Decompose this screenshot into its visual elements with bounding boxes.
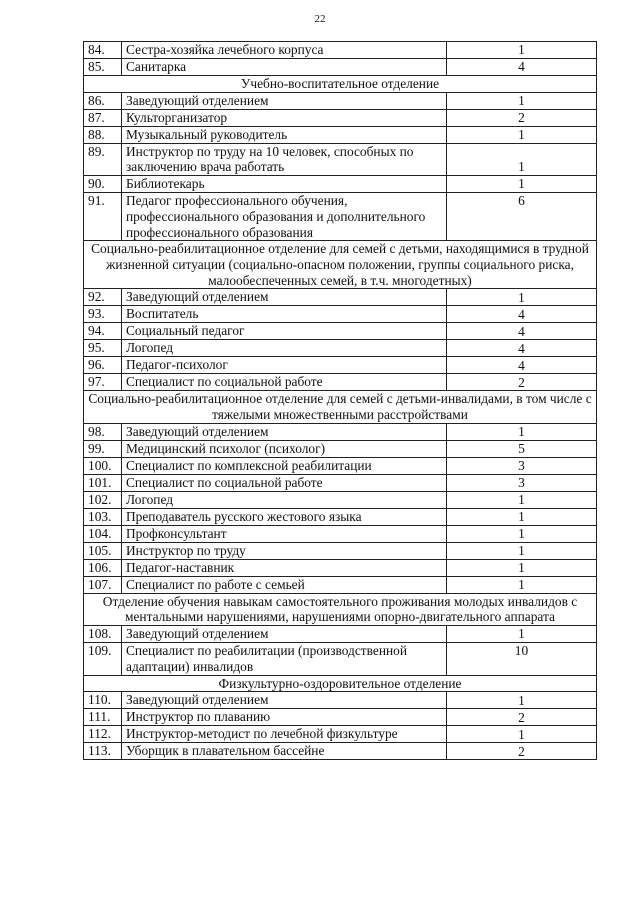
row-number: 106. <box>84 559 122 576</box>
position-name: Заведующий отделением <box>122 289 447 306</box>
staff-count: 4 <box>447 59 597 76</box>
position-name: Воспитатель <box>122 306 447 323</box>
table-row <box>84 525 597 542</box>
table-row <box>84 374 597 391</box>
table-row <box>84 559 597 576</box>
position-name: Заведующий отделением <box>122 92 447 109</box>
position-name: Музыкальный руководитель <box>122 126 447 143</box>
section-title: Социально-реабилитационное отделение для семей с детьми, находящимися в трудной жизненной ситуации (социально-опасном положении, группы социального риска, малообеспеченных семей, в т.ч. многодетных) <box>84 241 597 289</box>
table-row <box>84 542 597 559</box>
staff-count: 1 <box>447 542 597 559</box>
row-number: 107. <box>84 576 122 593</box>
table-row <box>84 357 597 374</box>
staff-count: 2 <box>447 709 597 726</box>
row-number: 92. <box>84 289 122 306</box>
staff-count: 10 <box>447 643 597 675</box>
position-name: Сестра-хозяйка лечебного корпуса <box>122 42 447 59</box>
position-name: Логопед <box>122 340 447 357</box>
staff-count: 2 <box>447 374 597 391</box>
position-name: Инструктор-методист по лечебной физкультуре <box>122 726 447 743</box>
table-row <box>84 42 597 59</box>
position-name: Преподаватель русского жестового языка <box>122 508 447 525</box>
staff-count: 1 <box>447 508 597 525</box>
staff-count: 2 <box>447 743 597 760</box>
staff-count: 1 <box>447 559 597 576</box>
position-name: Специалист по работе с семьей <box>122 576 447 593</box>
table-row <box>84 143 597 175</box>
page-number: 22 <box>314 13 326 25</box>
row-number: 87. <box>84 109 122 126</box>
row-number: 96. <box>84 357 122 374</box>
table-row <box>84 306 597 323</box>
table-row <box>84 340 597 357</box>
table-row <box>84 289 597 306</box>
table-row <box>84 726 597 743</box>
staff-count: 1 <box>447 525 597 542</box>
section-title: Физкультурно-оздоровительное отделение <box>84 675 597 692</box>
position-name: Медицинский психолог (психолог) <box>122 440 447 457</box>
row-number: 112. <box>84 726 122 743</box>
row-number: 101. <box>84 474 122 491</box>
section-header-row <box>84 76 597 93</box>
row-number: 95. <box>84 340 122 357</box>
staff-count: 4 <box>447 306 597 323</box>
staff-count: 1 <box>447 289 597 306</box>
row-number: 89. <box>84 143 122 175</box>
table-row <box>84 692 597 709</box>
position-name: Педагог-наставник <box>122 559 447 576</box>
staff-count: 2 <box>447 109 597 126</box>
table-row <box>84 743 597 760</box>
row-number: 85. <box>84 59 122 76</box>
staff-count: 1 <box>447 126 597 143</box>
row-number: 94. <box>84 323 122 340</box>
position-name: Инструктор по труду <box>122 542 447 559</box>
staff-table <box>83 41 597 760</box>
staff-count: 1 <box>447 576 597 593</box>
row-number: 91. <box>84 193 122 241</box>
row-number: 93. <box>84 306 122 323</box>
staff-count: 3 <box>447 474 597 491</box>
staff-count: 1 <box>447 42 597 59</box>
position-name: Специалист по реабилитации (производственной адаптации) инвалидов <box>122 643 447 675</box>
position-name: Уборщик в плавательном бассейне <box>122 743 447 760</box>
section-header-row <box>84 675 597 692</box>
position-name: Специалист по социальной работе <box>122 374 447 391</box>
table-row <box>84 92 597 109</box>
position-name: Логопед <box>122 491 447 508</box>
table-row <box>84 643 597 675</box>
position-name: Заведующий отделением <box>122 692 447 709</box>
row-number: 105. <box>84 542 122 559</box>
position-name: Инструктор по плаванию <box>122 709 447 726</box>
row-number: 88. <box>84 126 122 143</box>
row-number: 113. <box>84 743 122 760</box>
staff-count: 1 <box>447 491 597 508</box>
row-number: 108. <box>84 626 122 643</box>
position-name: Педагог профессионального обучения, профессионального образования и дополнительного профессионального образования <box>122 193 447 241</box>
position-name: Заведующий отделением <box>122 423 447 440</box>
position-name: Культорганизатор <box>122 109 447 126</box>
table-body <box>84 42 597 760</box>
staff-count: 1 <box>447 626 597 643</box>
staff-count: 5 <box>447 440 597 457</box>
table-row <box>84 491 597 508</box>
row-number: 84. <box>84 42 122 59</box>
staff-count: 4 <box>447 340 597 357</box>
row-number: 111. <box>84 709 122 726</box>
table-row <box>84 126 597 143</box>
table-row <box>84 59 597 76</box>
staff-count: 1 <box>447 423 597 440</box>
table-row <box>84 193 597 241</box>
table-row <box>84 508 597 525</box>
table-row <box>84 176 597 193</box>
section-header-row <box>84 593 597 625</box>
section-title: Отделение обучения навыкам самостоятельного проживания молодых инвалидов с ментальными нарушениями, нарушениями опорно-двигательного аппарата <box>84 593 597 625</box>
position-name: Профконсультант <box>122 525 447 542</box>
row-number: 97. <box>84 374 122 391</box>
position-name: Библиотекарь <box>122 176 447 193</box>
staff-count: 4 <box>447 323 597 340</box>
row-number: 102. <box>84 491 122 508</box>
table-row <box>84 457 597 474</box>
table-row <box>84 709 597 726</box>
staff-count: 1 <box>447 176 597 193</box>
row-number: 86. <box>84 92 122 109</box>
table-row <box>84 474 597 491</box>
row-number: 100. <box>84 457 122 474</box>
row-number: 103. <box>84 508 122 525</box>
staff-count: 6 <box>447 193 597 241</box>
table-row <box>84 626 597 643</box>
section-header-row <box>84 241 597 289</box>
table-row <box>84 323 597 340</box>
staff-count: 3 <box>447 457 597 474</box>
position-name: Специалист по комплексной реабилитации <box>122 457 447 474</box>
position-name: Педагог-психолог <box>122 357 447 374</box>
row-number: 110. <box>84 692 122 709</box>
table-row <box>84 576 597 593</box>
table-row <box>84 440 597 457</box>
row-number: 90. <box>84 176 122 193</box>
staff-count: 4 <box>447 357 597 374</box>
row-number: 99. <box>84 440 122 457</box>
position-name: Санитарка <box>122 59 447 76</box>
position-name: Социальный педагог <box>122 323 447 340</box>
section-title: Учебно-воспитательное отделение <box>84 76 597 93</box>
position-name: Инструктор по труду на 10 человек, способных по заключению врача работать <box>122 143 447 175</box>
staff-count: 1 <box>447 726 597 743</box>
section-header-row <box>84 391 597 423</box>
staff-count: 1 <box>447 92 597 109</box>
table-row <box>84 423 597 440</box>
position-name: Заведующий отделением <box>122 626 447 643</box>
staff-count: 1 <box>447 692 597 709</box>
section-title: Социально-реабилитационное отделение для семей с детьми-инвалидами, в том числе с тяжелыми множественными расстройствами <box>84 391 597 423</box>
row-number: 109. <box>84 643 122 675</box>
position-name: Специалист по социальной работе <box>122 474 447 491</box>
table-row <box>84 109 597 126</box>
staff-count: 1 <box>447 143 597 175</box>
row-number: 98. <box>84 423 122 440</box>
row-number: 104. <box>84 525 122 542</box>
